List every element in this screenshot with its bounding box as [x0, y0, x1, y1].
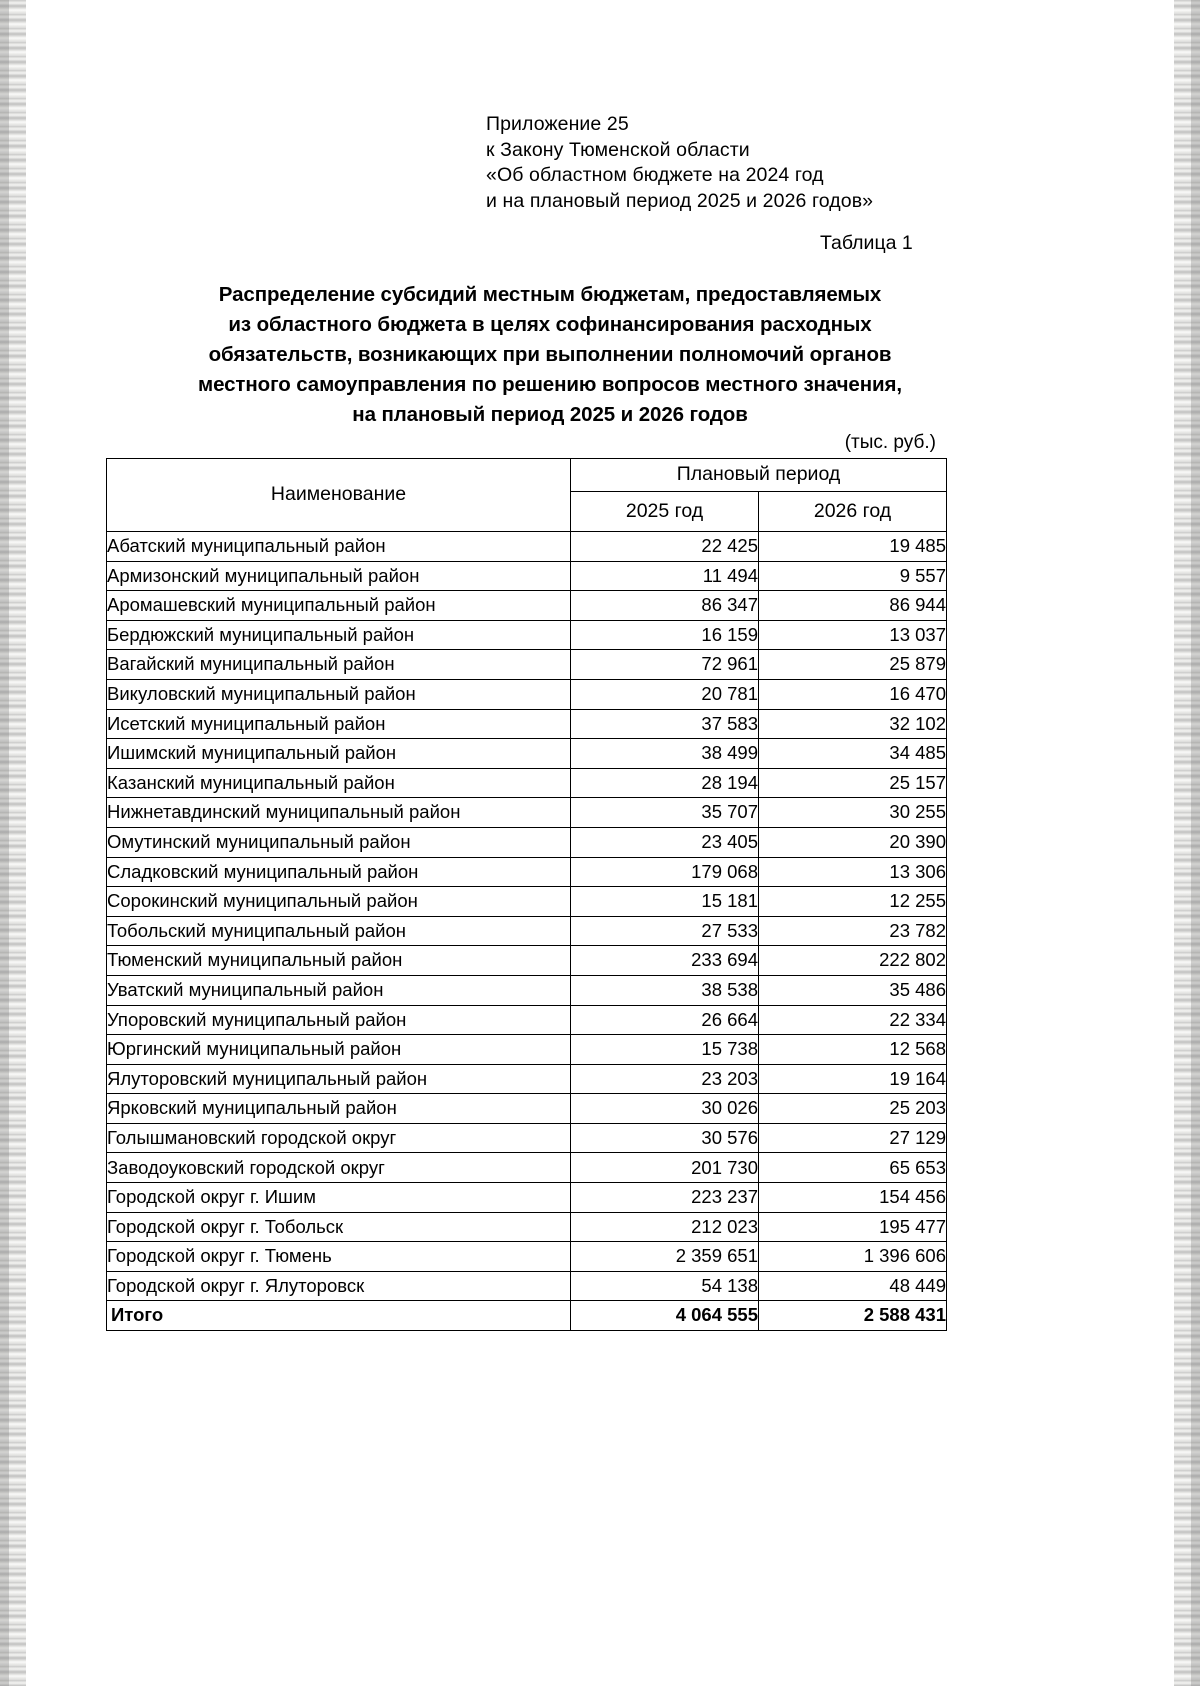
- table-row: [107, 857, 947, 887]
- cell-value-2025: 20 781: [571, 679, 759, 709]
- cell-municipality-name: Бердюжский муниципальный район: [107, 620, 571, 650]
- cell-municipality-name: Городской округ г. Ишим: [107, 1183, 571, 1213]
- cell-municipality-name: Голышмановский городской округ: [107, 1123, 571, 1153]
- cell-value-2025: 26 664: [571, 1005, 759, 1035]
- cell-municipality-name: Тюменский муниципальный район: [107, 946, 571, 976]
- cell-value-2026: 12 255: [759, 887, 947, 917]
- cell-municipality-name: Вагайский муниципальный район: [107, 650, 571, 680]
- table-row: [107, 591, 947, 621]
- cell-value-2026: 25 203: [759, 1094, 947, 1124]
- page-title-line-4: местного самоуправления по решению вопросов местного значения,: [198, 373, 902, 396]
- page-title: [122, 280, 978, 430]
- cell-value-2026: 35 486: [759, 975, 947, 1005]
- cell-municipality-name: Тобольский муниципальный район: [107, 916, 571, 946]
- appendix-line-2: к Закону Тюменской области: [486, 138, 750, 161]
- cell-municipality-name: Упоровский муниципальный район: [107, 1005, 571, 1035]
- cell-value-2026: 9 557: [759, 561, 947, 591]
- table-row: [107, 1212, 947, 1242]
- table-row: [107, 768, 947, 798]
- cell-value-2025: 11 494: [571, 561, 759, 591]
- table-row: [107, 1005, 947, 1035]
- cell-value-2026: 195 477: [759, 1212, 947, 1242]
- cell-value-2026: 13 306: [759, 857, 947, 887]
- cell-value-2026: 23 782: [759, 916, 947, 946]
- cell-value-2025: 30 576: [571, 1123, 759, 1153]
- cell-value-2025: 233 694: [571, 946, 759, 976]
- cell-value-2026: 20 390: [759, 827, 947, 857]
- cell-value-2026: 32 102: [759, 709, 947, 739]
- cell-value-2025: 27 533: [571, 916, 759, 946]
- cell-value-2026: 22 334: [759, 1005, 947, 1035]
- table-row: [107, 946, 947, 976]
- cell-value-2025: 72 961: [571, 650, 759, 680]
- cell-value-2026: 16 470: [759, 679, 947, 709]
- cell-value-2026: 19 164: [759, 1064, 947, 1094]
- cell-municipality-name: Исетский муниципальный район: [107, 709, 571, 739]
- cell-value-2026: 25 157: [759, 768, 947, 798]
- table-row: [107, 1094, 947, 1124]
- cell-municipality-name: Ялуторовский муниципальный район: [107, 1064, 571, 1094]
- budget-table-container: [106, 458, 946, 1331]
- page-title-line-2: из областного бюджета в целях софинансирования расходных: [228, 313, 872, 336]
- cell-value-2025: 22 425: [571, 532, 759, 562]
- cell-municipality-name: Армизонский муниципальный район: [107, 561, 571, 591]
- cell-value-2026: 27 129: [759, 1123, 947, 1153]
- cell-value-2026: 30 255: [759, 798, 947, 828]
- cell-municipality-name: Городской округ г. Тобольск: [107, 1212, 571, 1242]
- table-row: [107, 561, 947, 591]
- budget-table: [106, 458, 947, 1331]
- cell-value-2025: 212 023: [571, 1212, 759, 1242]
- scan-edge-left: [0, 0, 26, 1686]
- table-number-label: Таблица 1: [820, 232, 913, 254]
- cell-municipality-name: Сладковский муниципальный район: [107, 857, 571, 887]
- table-row: [107, 679, 947, 709]
- column-header-2025: 2025 год: [571, 492, 759, 532]
- cell-municipality-name: Ишимский муниципальный район: [107, 739, 571, 769]
- cell-municipality-name: Городской округ г. Тюмень: [107, 1242, 571, 1272]
- cell-municipality-name: Казанский муниципальный район: [107, 768, 571, 798]
- appendix-reference: [486, 112, 873, 214]
- cell-municipality-name: Уватский муниципальный район: [107, 975, 571, 1005]
- cell-value-2026: 1 396 606: [759, 1242, 947, 1272]
- cell-total-2026: 2 588 431: [759, 1301, 947, 1331]
- cell-value-2025: 2 359 651: [571, 1242, 759, 1272]
- cell-value-2025: 37 583: [571, 709, 759, 739]
- table-row: [107, 739, 947, 769]
- cell-municipality-name: Сорокинский муниципальный район: [107, 887, 571, 917]
- table-row: [107, 1242, 947, 1272]
- cell-value-2026: 34 485: [759, 739, 947, 769]
- cell-municipality-name: Городской округ г. Ялуторовск: [107, 1271, 571, 1301]
- cell-value-2026: 48 449: [759, 1271, 947, 1301]
- cell-value-2026: 19 485: [759, 532, 947, 562]
- table-row: [107, 620, 947, 650]
- cell-value-2025: 54 138: [571, 1271, 759, 1301]
- table-row: [107, 975, 947, 1005]
- cell-municipality-name: Нижнетавдинский муниципальный район: [107, 798, 571, 828]
- table-row: [107, 1123, 947, 1153]
- cell-value-2026: 65 653: [759, 1153, 947, 1183]
- cell-value-2026: 86 944: [759, 591, 947, 621]
- cell-value-2026: 12 568: [759, 1035, 947, 1065]
- table-total-row: [107, 1301, 947, 1331]
- cell-value-2025: 38 538: [571, 975, 759, 1005]
- page-title-line-3: обязательств, возникающих при выполнении полномочий органов: [208, 343, 892, 366]
- cell-value-2025: 28 194: [571, 768, 759, 798]
- cell-value-2025: 30 026: [571, 1094, 759, 1124]
- table-header-row-1: [107, 459, 947, 492]
- document-sheet: [26, 0, 1174, 1686]
- page-title-line-1: Распределение субсидий местным бюджетам, предоставляемых: [218, 283, 882, 306]
- cell-municipality-name: Юргинский муниципальный район: [107, 1035, 571, 1065]
- table-row: [107, 1271, 947, 1301]
- cell-value-2025: 38 499: [571, 739, 759, 769]
- table-row: [107, 1183, 947, 1213]
- cell-value-2025: 86 347: [571, 591, 759, 621]
- cell-municipality-name: Абатский муниципальный район: [107, 532, 571, 562]
- cell-municipality-name: Ярковский муниципальный район: [107, 1094, 571, 1124]
- cell-total-label: Итого: [107, 1301, 571, 1331]
- column-header-2026: 2026 год: [759, 492, 947, 532]
- table-row: [107, 532, 947, 562]
- cell-municipality-name: Заводоуковский городской округ: [107, 1153, 571, 1183]
- appendix-line-4: и на плановый период 2025 и 2026 годов»: [486, 189, 874, 212]
- table-row: [107, 798, 947, 828]
- cell-value-2025: 179 068: [571, 857, 759, 887]
- units-label: (тыс. руб.): [844, 432, 936, 453]
- column-header-name: Наименование: [107, 459, 571, 532]
- cell-value-2025: 223 237: [571, 1183, 759, 1213]
- scan-edge-right: [1174, 0, 1200, 1686]
- table-row: [107, 1035, 947, 1065]
- cell-value-2025: 201 730: [571, 1153, 759, 1183]
- cell-value-2026: 13 037: [759, 620, 947, 650]
- cell-value-2025: 16 159: [571, 620, 759, 650]
- table-header: [107, 459, 947, 532]
- table-body: [107, 532, 947, 1331]
- appendix-line-1: Приложение 25: [486, 113, 629, 135]
- cell-municipality-name: Аромашевский муниципальный район: [107, 591, 571, 621]
- column-header-planning-period: Плановый период: [571, 459, 947, 492]
- cell-municipality-name: Викуловский муниципальный район: [107, 679, 571, 709]
- table-row: [107, 1064, 947, 1094]
- appendix-line-3: «Об областном бюджете на 2024 год: [486, 164, 824, 186]
- table-row: [107, 916, 947, 946]
- cell-value-2025: 23 405: [571, 827, 759, 857]
- cell-total-2025: 4 064 555: [571, 1301, 759, 1331]
- cell-value-2026: 25 879: [759, 650, 947, 680]
- cell-value-2026: 154 456: [759, 1183, 947, 1213]
- table-row: [107, 650, 947, 680]
- cell-value-2026: 222 802: [759, 946, 947, 976]
- table-row: [107, 709, 947, 739]
- cell-value-2025: 15 181: [571, 887, 759, 917]
- cell-municipality-name: Омутинский муниципальный район: [107, 827, 571, 857]
- cell-value-2025: 23 203: [571, 1064, 759, 1094]
- table-row: [107, 887, 947, 917]
- cell-value-2025: 35 707: [571, 798, 759, 828]
- page-title-line-5: на плановый период 2025 и 2026 годов: [352, 403, 748, 426]
- table-row: [107, 827, 947, 857]
- cell-value-2025: 15 738: [571, 1035, 759, 1065]
- table-row: [107, 1153, 947, 1183]
